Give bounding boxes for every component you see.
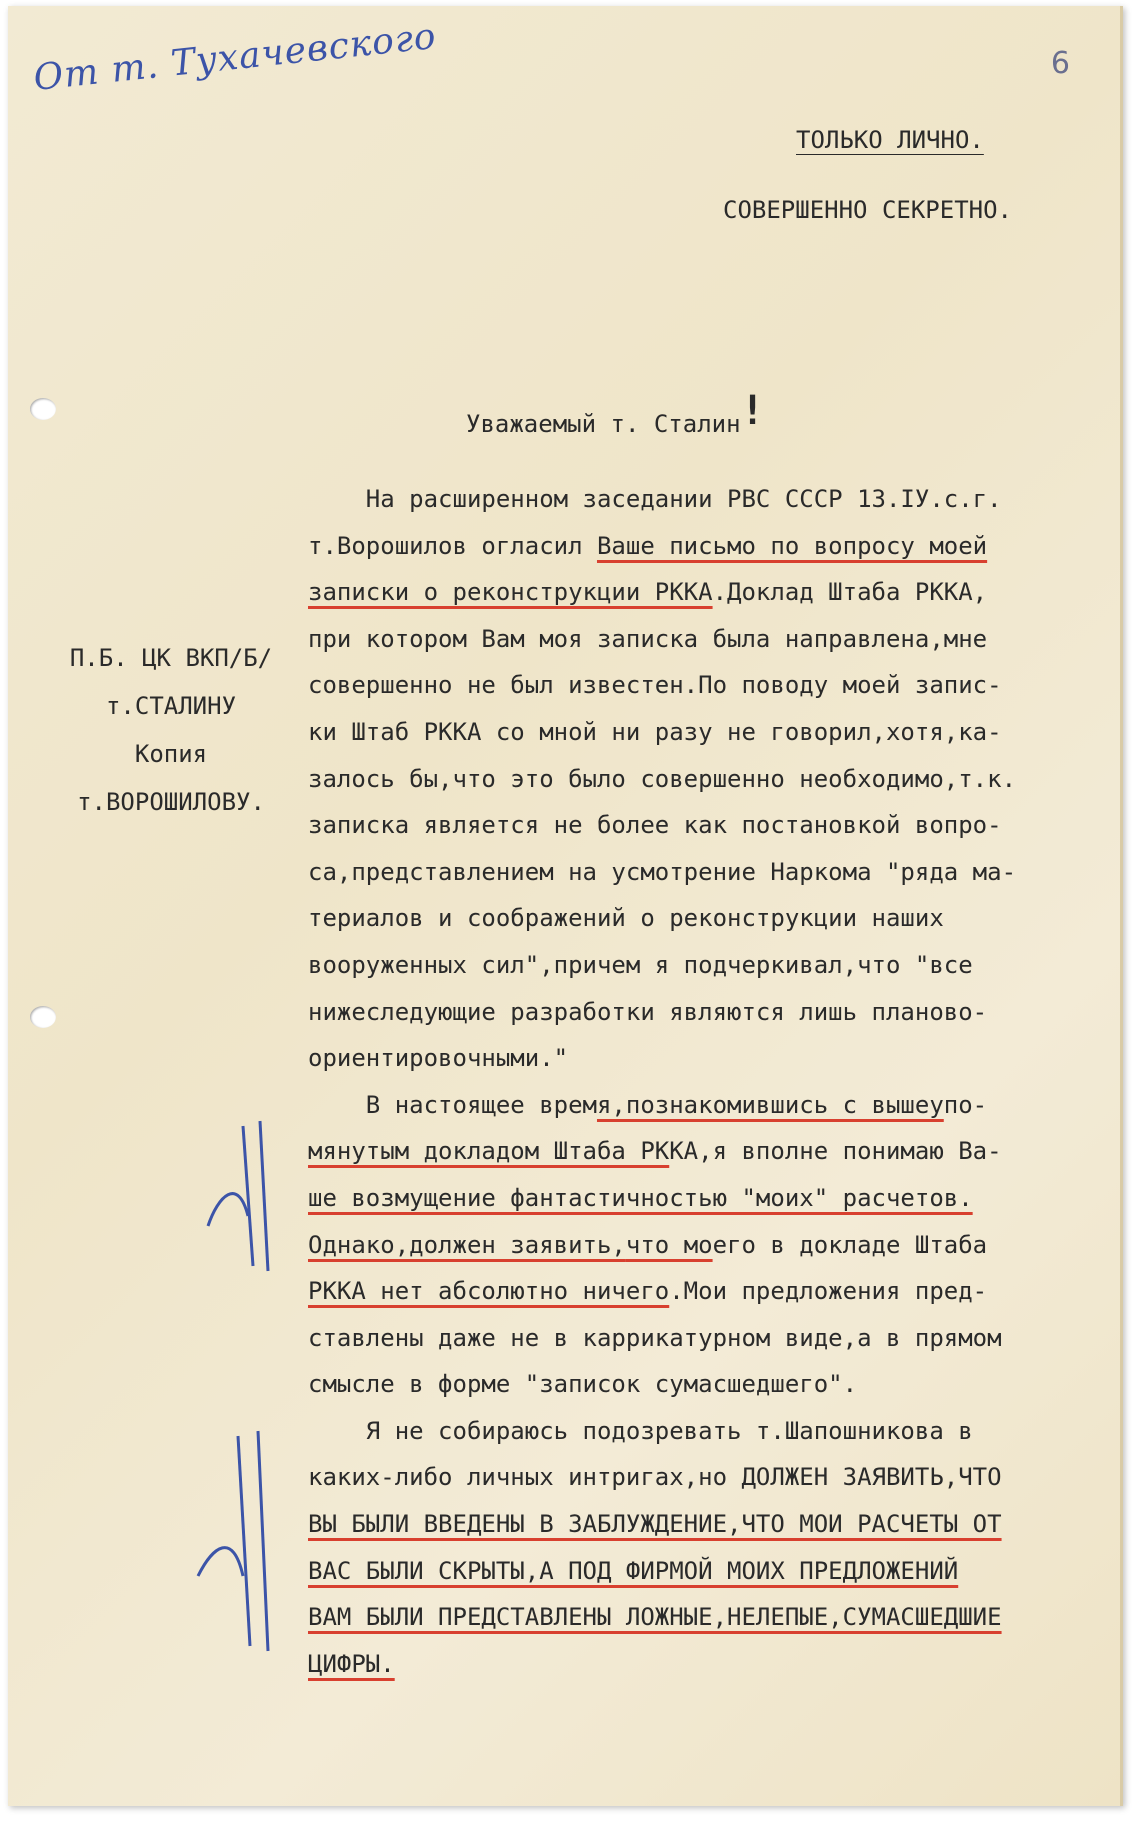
letter-line: записка является не более как постановкой вопро-: [308, 811, 1002, 840]
letter-line: вооруженных сил",причем я подчеркивал,что "все: [308, 950, 973, 979]
punch-hole-top: [30, 398, 56, 420]
letter-line: каких-либо личных интригах,но ДОЛЖЕН ЗАЯВИТЬ,ЧТО: [308, 1463, 1002, 1492]
letter-line: смысле в форме "записок сумасшедшего".: [308, 1370, 858, 1399]
handwritten-note: От т. Тухачевского: [31, 15, 439, 100]
pencil-margin-mark-2: [188, 1426, 288, 1656]
letter-line: т.Ворошилов огласил Ваше письмо по вопросу моей: [308, 531, 988, 560]
header-top-secret: СОВЕРШЕННО СЕКРЕТНО.: [723, 196, 1012, 224]
pencil-margin-mark-1: [198, 1106, 288, 1276]
letter-line: совершенно не был известен.По поводу моей запис-: [308, 671, 1002, 700]
letter-body: [308, 476, 1098, 1687]
letter-line: записки о реконструкции РККА.Доклад Штаба РККА,: [308, 578, 988, 607]
letter-line: Однако,должен заявить,что моего в докладе Штаба: [308, 1230, 988, 1259]
letter-line: ставлены даже не в каррикатурном виде,а в прямом: [308, 1323, 1002, 1352]
header-only-personal: ТОЛЬКО ЛИЧНО.: [796, 126, 984, 154]
letter-line: В настоящее время,познакомившись с вышеупо-: [308, 1090, 988, 1119]
addressee-line: Копия: [134, 740, 208, 768]
letter-line: РККА нет абсолютно ничего.Мои предложения пред-: [308, 1277, 988, 1306]
addressee-line: т.ВОРОШИЛОВУ.: [77, 788, 265, 816]
letter-line: териалов и соображений о реконструкции наших: [308, 904, 944, 933]
letter-line: На расширенном заседании РВС СССР 13.IУ.с.г.: [308, 485, 1002, 513]
letter-line: Я не собираюсь подозревать т.Шапошникова в: [308, 1416, 973, 1445]
addressee-block: [46, 634, 296, 826]
addressee-line: П.Б. ЦК ВКП/Б/: [69, 644, 273, 672]
letter-line: ВАМ БЫЛИ ПРЕДСТАВЛЕНЫ ЛОЖНЫЕ,НЕЛЕПЫЕ,СУМАСШЕДШИЕ: [308, 1603, 1002, 1632]
letter-line: ЦИФРЫ.: [308, 1649, 395, 1678]
page-number: 6: [1050, 46, 1070, 81]
addressee-line: т.СТАЛИНУ: [105, 692, 237, 720]
letter-line: са,представлением на усмотрение Наркома "ряда ма-: [308, 857, 1017, 886]
letter-line: нижеследующие разработки являются лишь планово-: [308, 997, 988, 1026]
letter-line: мянутым докладом Штаба РККА,я вполне понимаю Ва-: [308, 1137, 1002, 1166]
letter-line: ВАС БЫЛИ СКРЫТЫ,А ПОД ФИРМОЙ МОИХ ПРЕДЛОЖЕНИЙ: [308, 1556, 959, 1585]
letter-line: залось бы,что это было совершенно необходимо,т.к.: [308, 764, 1017, 793]
salutation: [466, 388, 765, 442]
letter-line: ориентировочными.": [308, 1044, 569, 1073]
document-page: [8, 6, 1123, 1806]
letter-line: ВЫ БЫЛИ ВВЕДЕНЫ В ЗАБЛУЖДЕНИЕ,ЧТО МОИ РАСЧЕТЫ ОТ: [308, 1510, 1002, 1539]
salutation-mark: !: [740, 388, 765, 434]
punch-hole-bottom: [30, 1006, 56, 1028]
salutation-text: Уважаемый т. Сталин: [466, 410, 741, 438]
letter-line: ше возмущение фантастичностью "моих" расчетов.: [308, 1183, 973, 1212]
letter-line: ки Штаб РККА со мной ни разу не говорил,хотя,ка-: [308, 717, 1002, 746]
letter-line: при котором Вам моя записка была направлена,мне: [308, 624, 988, 653]
